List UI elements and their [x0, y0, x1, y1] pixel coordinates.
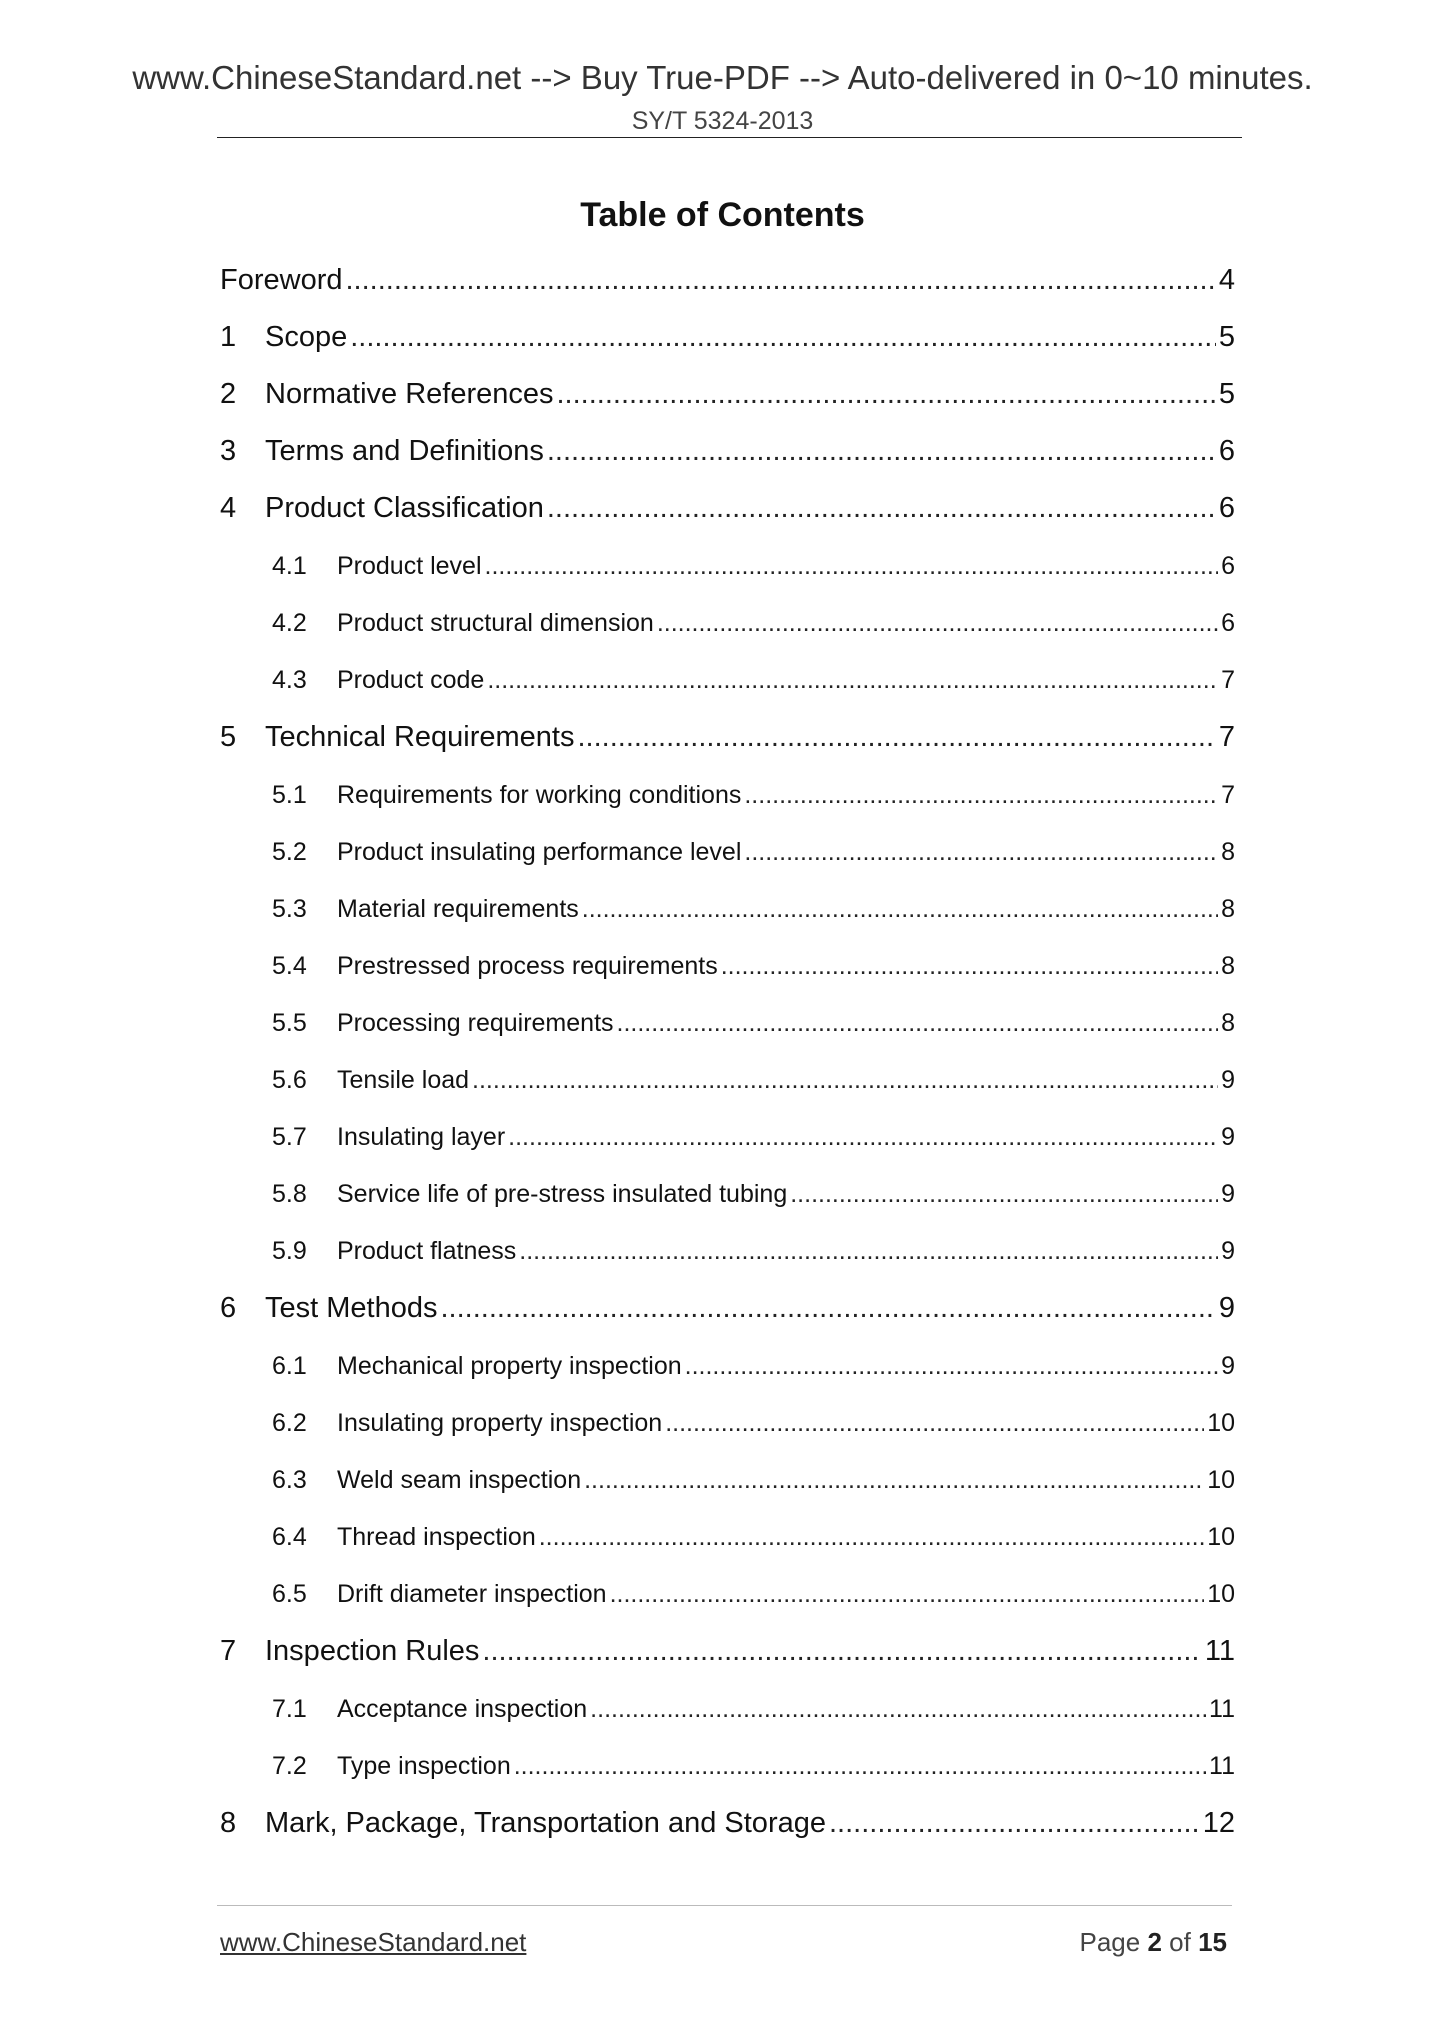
- toc-entry-service-life[interactable]: [220, 1176, 1237, 1212]
- toc-entry-thread-inspection[interactable]: [220, 1519, 1237, 1555]
- toc-leader-dots: [665, 1405, 1204, 1441]
- toc-entry-label: Terms and Definitions: [265, 435, 544, 467]
- toc-entry-page: 9: [1218, 1292, 1235, 1324]
- toc-entry-page: 11: [1209, 1752, 1235, 1780]
- toc-leader-dots: [657, 605, 1218, 641]
- toc-entry-number: 6.1: [272, 1352, 307, 1380]
- toc-entry-mark-package-transportation-storage[interactable]: [220, 1803, 1237, 1843]
- toc-entry-number: 8: [220, 1807, 237, 1839]
- toc-entry-page: 5: [1218, 378, 1235, 410]
- toc-entry-normative-references[interactable]: [220, 374, 1237, 414]
- toc-entry-label: Mechanical property inspection: [337, 1352, 682, 1380]
- toc-entry-number: 5.1: [272, 781, 307, 809]
- footer-site-link[interactable]: www.ChineseStandard.net: [220, 1927, 527, 1957]
- toc-leader-dots: [685, 1348, 1218, 1384]
- toc-entry-page: 9: [1221, 1123, 1235, 1151]
- toc-entry-number: 2: [220, 378, 237, 410]
- footer-page-indicator: [1079, 1925, 1227, 1959]
- toc-leader-dots: [519, 1233, 1218, 1269]
- toc-leader-dots: [721, 948, 1218, 984]
- toc-entry-page: 9: [1221, 1066, 1235, 1094]
- page-header: [0, 56, 1445, 138]
- toc-entry-number: 6.3: [272, 1466, 307, 1494]
- toc-entry-insulating-layer[interactable]: [220, 1119, 1237, 1155]
- toc-leader-dots: [514, 1748, 1206, 1784]
- toc-entry-number: 5.4: [272, 952, 307, 980]
- toc-entry-product-classification[interactable]: [220, 488, 1237, 528]
- toc-leader-dots: [487, 662, 1218, 698]
- toc-entry-page: 10: [1207, 1466, 1235, 1494]
- toc-entry-page: 10: [1207, 1523, 1235, 1551]
- footer-divider: [217, 1905, 1232, 1906]
- toc-entry-label: Material requirements: [337, 895, 579, 923]
- toc-entry-number: 6.5: [272, 1580, 307, 1608]
- toc-entry-label: Product insulating performance level: [337, 838, 742, 866]
- toc-entry-number: 4.1: [272, 552, 307, 580]
- toc-entry-product-flatness[interactable]: [220, 1233, 1237, 1269]
- header-divider: [217, 137, 1242, 138]
- toc-entry-insulating-property-inspection[interactable]: [220, 1405, 1237, 1441]
- toc-leader-dots: [577, 717, 1215, 757]
- toc-entry-label: Weld seam inspection: [337, 1466, 582, 1494]
- toc-entry-inspection-rules[interactable]: [220, 1631, 1237, 1671]
- toc-entry-label: Thread inspection: [337, 1523, 536, 1551]
- toc-entry-foreword[interactable]: [220, 260, 1237, 300]
- toc-entry-page: 4: [1218, 264, 1235, 296]
- header-tagline[interactable]: www.ChineseStandard.net --> Buy True-PDF --> Auto-delivered in 0~10 minutes.: [132, 59, 1313, 96]
- toc-entry-label: Product flatness: [337, 1237, 517, 1265]
- toc-entry-number: 4.3: [272, 666, 307, 694]
- toc-leader-dots: [440, 1288, 1215, 1328]
- toc-entry-page: 10: [1207, 1409, 1235, 1437]
- toc-leader-dots: [472, 1062, 1218, 1098]
- toc-entry-page: 10: [1207, 1580, 1235, 1608]
- toc-entry-number: 7.2: [272, 1752, 307, 1780]
- toc-entry-label: Requirements for working conditions: [337, 781, 742, 809]
- toc-entry-page: 7: [1221, 666, 1235, 694]
- toc-entry-number: 3: [220, 435, 237, 467]
- toc-entry-number: 5: [220, 721, 237, 753]
- toc-entry-label: Product Classification: [265, 492, 544, 524]
- toc-entry-label: Insulating layer: [337, 1123, 506, 1151]
- toc-entry-acceptance-inspection[interactable]: [220, 1691, 1237, 1727]
- toc-entry-number: 6: [220, 1292, 237, 1324]
- toc-entry-scope[interactable]: [220, 317, 1237, 357]
- toc-entry-page: 11: [1209, 1695, 1235, 1723]
- toc-entry-number: 1: [220, 321, 237, 353]
- toc-entry-product-level[interactable]: [220, 548, 1237, 584]
- toc-entry-page: 12: [1202, 1807, 1235, 1839]
- toc-entry-number: 4.2: [272, 609, 307, 637]
- toc-entry-number: 5.6: [272, 1066, 307, 1094]
- toc-entry-label: Mark, Package, Transportation and Storage: [265, 1807, 826, 1839]
- toc-entry-label: Tensile load: [337, 1066, 470, 1094]
- page-prefix: Page: [1079, 1927, 1141, 1957]
- toc-leader-dots: [482, 1631, 1201, 1671]
- toc-entry-label: Service life of pre-stress insulated tubing: [337, 1180, 788, 1208]
- page-current: 2: [1147, 1927, 1162, 1957]
- toc-entry-terms-and-definitions[interactable]: [220, 431, 1237, 471]
- toc-entry-number: 4: [220, 492, 237, 524]
- toc-entry-label: Processing requirements: [337, 1009, 614, 1037]
- toc-entry-drift-diameter-inspection[interactable]: [220, 1576, 1237, 1612]
- toc-entry-label: Test Methods: [265, 1292, 438, 1324]
- toc-entry-number: 5.7: [272, 1123, 307, 1151]
- toc-entry-mechanical-property-inspection[interactable]: [220, 1348, 1237, 1384]
- toc-leader-dots: [790, 1176, 1218, 1212]
- toc-entry-label: Product code: [337, 666, 485, 694]
- toc-entry-number: 5.2: [272, 838, 307, 866]
- toc-entry-test-methods[interactable]: [220, 1288, 1237, 1328]
- toc-leader-dots: [539, 1519, 1204, 1555]
- toc-entry-label: Product level: [337, 552, 482, 580]
- toc-leader-dots: [744, 834, 1218, 870]
- toc-leader-dots: [744, 777, 1218, 813]
- toc-entry-number: 5.9: [272, 1237, 307, 1265]
- toc-title: Table of Contents: [580, 196, 865, 234]
- toc-entry-label: Technical Requirements: [265, 721, 575, 753]
- toc-entry-page: 9: [1221, 1237, 1235, 1265]
- toc-entry-label: Type inspection: [337, 1752, 511, 1780]
- toc-leader-dots: [485, 548, 1219, 584]
- toc-entry-label: Foreword: [220, 264, 343, 296]
- toc-leader-dots: [829, 1803, 1200, 1843]
- toc-entry-label: Scope: [265, 321, 348, 353]
- toc-entry-page: 9: [1221, 1180, 1235, 1208]
- toc-entry-number: 5.3: [272, 895, 307, 923]
- toc-entry-page: 8: [1221, 952, 1235, 980]
- toc-entry-page: 8: [1221, 895, 1235, 923]
- toc-entry-number: 7.1: [272, 1695, 307, 1723]
- toc-entry-page: 7: [1221, 781, 1235, 809]
- toc-leader-dots: [350, 317, 1216, 357]
- toc-entry-page: 11: [1204, 1635, 1235, 1667]
- toc-entry-page: 6: [1218, 492, 1235, 524]
- toc-leader-dots: [508, 1119, 1218, 1155]
- toc-leader-dots: [584, 1462, 1204, 1498]
- toc-entry-technical-requirements[interactable]: [220, 717, 1237, 757]
- toc-entry-number: 6.2: [272, 1409, 307, 1437]
- toc-entry-label: Product structural dimension: [337, 609, 654, 637]
- toc-entry-label: Drift diameter inspection: [337, 1580, 607, 1608]
- toc-entry-label: Inspection Rules: [265, 1635, 480, 1667]
- toc-leader-dots: [547, 431, 1216, 471]
- toc-leader-dots: [346, 260, 1216, 300]
- toc-entry-page: 9: [1221, 1352, 1235, 1380]
- toc-entry-number: 6.4: [272, 1523, 307, 1551]
- toc-entry-number: 5.5: [272, 1009, 307, 1037]
- toc-entry-insulating-performance-level[interactable]: [220, 834, 1237, 870]
- document-id: SY/T 5324-2013: [631, 107, 814, 135]
- toc-entry-page: 8: [1221, 838, 1235, 866]
- toc-entry-product-structural-dimension[interactable]: [220, 605, 1237, 641]
- toc-entry-material-requirements[interactable]: [220, 891, 1237, 927]
- toc-entry-number: 7: [220, 1635, 237, 1667]
- toc-entry-page: 5: [1218, 321, 1235, 353]
- page-total: 15: [1198, 1927, 1227, 1957]
- toc-entry-product-code[interactable]: [220, 662, 1237, 698]
- toc-leader-dots: [590, 1691, 1206, 1727]
- toc-entry-label: Acceptance inspection: [337, 1695, 588, 1723]
- toc-leader-dots: [582, 891, 1218, 927]
- toc-entry-page: 7: [1218, 721, 1235, 753]
- toc-entry-page: 6: [1218, 435, 1235, 467]
- toc-entry-label: Insulating property inspection: [337, 1409, 663, 1437]
- toc-entry-page: 8: [1221, 1009, 1235, 1037]
- toc-entry-page: 6: [1221, 552, 1235, 580]
- toc-entry-type-inspection[interactable]: [220, 1748, 1237, 1784]
- toc-entry-label: Prestressed process requirements: [337, 952, 718, 980]
- toc-leader-dots: [557, 374, 1216, 414]
- page-separator: of: [1169, 1927, 1191, 1957]
- toc-leader-dots: [610, 1576, 1205, 1612]
- toc-entry-processing-requirements[interactable]: [220, 1005, 1237, 1041]
- toc-entry-prestressed-process[interactable]: [220, 948, 1237, 984]
- toc-leader-dots: [617, 1005, 1219, 1041]
- toc-entry-page: 6: [1221, 609, 1235, 637]
- toc-entry-label: Normative References: [265, 378, 554, 410]
- toc-entry-number: 5.8: [272, 1180, 307, 1208]
- toc-entry-tensile-load[interactable]: [220, 1062, 1237, 1098]
- toc-entry-weld-seam-inspection[interactable]: [220, 1462, 1237, 1498]
- toc-leader-dots: [547, 488, 1216, 528]
- toc-entry-working-conditions[interactable]: [220, 777, 1237, 813]
